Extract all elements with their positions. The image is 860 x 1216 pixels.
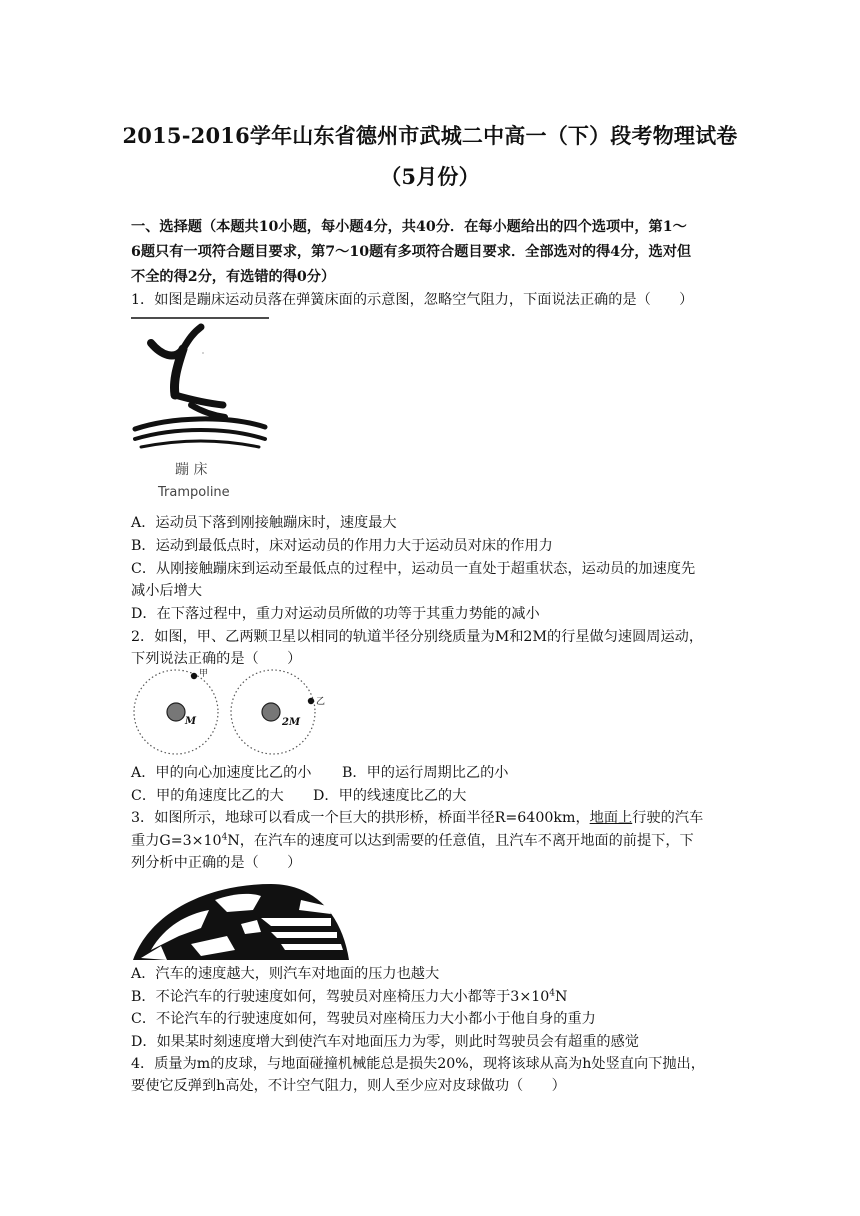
q4-stem-line2: 要使它反弹到h高处，不计空气阻力，则人至少应对皮球做功（ ）	[131, 1078, 566, 1094]
planet-m-label: M	[185, 716, 197, 727]
trampoline-bed-icon	[135, 419, 265, 447]
section-instructions-line1: 一、选择题（本题共10小题，每小题4分，共40分．在每小题给出的四个选项中，第1～	[131, 219, 687, 235]
q3-option-b-exponent: 4	[549, 988, 556, 999]
trampoline-caption-en: Trampoline	[158, 485, 230, 500]
exam-subtitle: （5月份）	[380, 164, 480, 189]
earth-globe-icon	[133, 884, 349, 960]
q2-option-c: C．甲的角速度比乙的大	[131, 788, 284, 804]
q3-option-b	[131, 986, 731, 1006]
q2-option-d: D．甲的线速度比乙的大	[313, 788, 467, 804]
satellite-jia-label: 甲	[199, 669, 209, 679]
satellite-jia-icon	[191, 673, 197, 679]
section-instructions-line3: 不全的得2分，有选错的得0分）	[131, 269, 336, 285]
q1-option-a: A．运动员下落到刚接触蹦床时，速度最大	[131, 515, 397, 531]
earth-arch-bridge-figure	[131, 870, 351, 962]
q3-stem-underlined: 地面上	[589, 810, 633, 826]
orbit-left	[134, 668, 218, 754]
q2-option-b: B．甲的运行周期比乙的小	[342, 765, 509, 781]
q1-stem: 1．如图是蹦床运动员落在弹簧床面的示意图，忽略空气阻力，下面说法正确的是（ ）	[131, 292, 694, 308]
q3-stem-line1-b: 行驶的汽车	[632, 810, 704, 826]
trampoline-athlete-icon	[151, 327, 225, 417]
q3-stem-line1	[131, 807, 731, 827]
q1-option-b: B．运动到最低点时，床对运动员的作用力大于运动员对床的作用力	[131, 538, 553, 554]
q3-stem-line2-b: N，在汽车的速度可以达到需要的任意值，且汽车不离开地面的前提下，下	[227, 833, 694, 849]
section-instructions-line2: 6题只有一项符合题目要求，第7～10题有多项符合题目要求．全部选对的得4分，选对但	[131, 244, 692, 260]
q2-stem-line2: 下列说法正确的是（ ）	[131, 651, 302, 667]
satellite-yi-label: 乙	[316, 697, 326, 707]
q3-stem-line2-a: 重力G=3×10	[131, 833, 222, 849]
q3-stem-exponent: 4	[221, 832, 228, 843]
q2-option-a: A．甲的向心加速度比乙的小	[131, 765, 312, 781]
q3-stem-line3: 列分析中正确的是（ ）	[131, 855, 302, 871]
q3-stem-line1-a: 3．如图所示，地球可以看成一个巨大的拱形桥，桥面半径R=6400km，	[131, 810, 590, 826]
satellite-yi-icon	[308, 698, 314, 704]
q3-option-d: D．如果某时刻速度增大到使汽车对地面压力为零，则此时驾驶员会有超重的感觉	[131, 1034, 639, 1050]
q3-option-b-a: B．不论汽车的行驶速度如何，驾驶员对座椅压力大小都等于3×10	[131, 989, 550, 1005]
q2-stem-line1: 2．如图，甲、乙两颗卫星以相同的轨道半径分别绕质量为M和2M的行星做匀速圆周运动，	[131, 629, 704, 645]
planet-2m-icon	[262, 703, 280, 721]
q3-option-c: C．不论汽车的行驶速度如何，驾驶员对座椅压力大小都小于他自身的重力	[131, 1011, 596, 1027]
planet-2m-label: 2M	[282, 717, 301, 728]
q3-stem-line2	[131, 830, 731, 850]
exam-title: 2015-2016学年山东省德州市武城二中高一（下）段考物理试卷	[122, 123, 738, 148]
q1-option-d: D．在下落过程中，重力对运动员所做的功等于其重力势能的减小	[131, 606, 540, 622]
trampoline-caption-cn: 蹦 床	[175, 462, 208, 478]
satellite-orbit-figure	[131, 668, 331, 760]
q3-option-a: A．汽车的速度越大，则汽车对地面的压力也越大	[131, 966, 440, 982]
q3-option-b-b: N	[555, 989, 568, 1005]
q4-stem-line1: 4．质量为m的皮球，与地面碰撞机械能总是损失20%，现将该球从高为h处竖直向下抛出，	[131, 1056, 705, 1072]
planet-m-icon	[167, 703, 185, 721]
q1-option-c-line2: 减小后增大	[131, 583, 202, 599]
orbit-right	[231, 670, 325, 754]
q1-option-c-line1: C．从刚接触蹦床到运动至最低点的过程中，运动员一直处于超重状态，运动员的加速度先	[131, 561, 696, 577]
trampoline-figure	[131, 315, 271, 500]
